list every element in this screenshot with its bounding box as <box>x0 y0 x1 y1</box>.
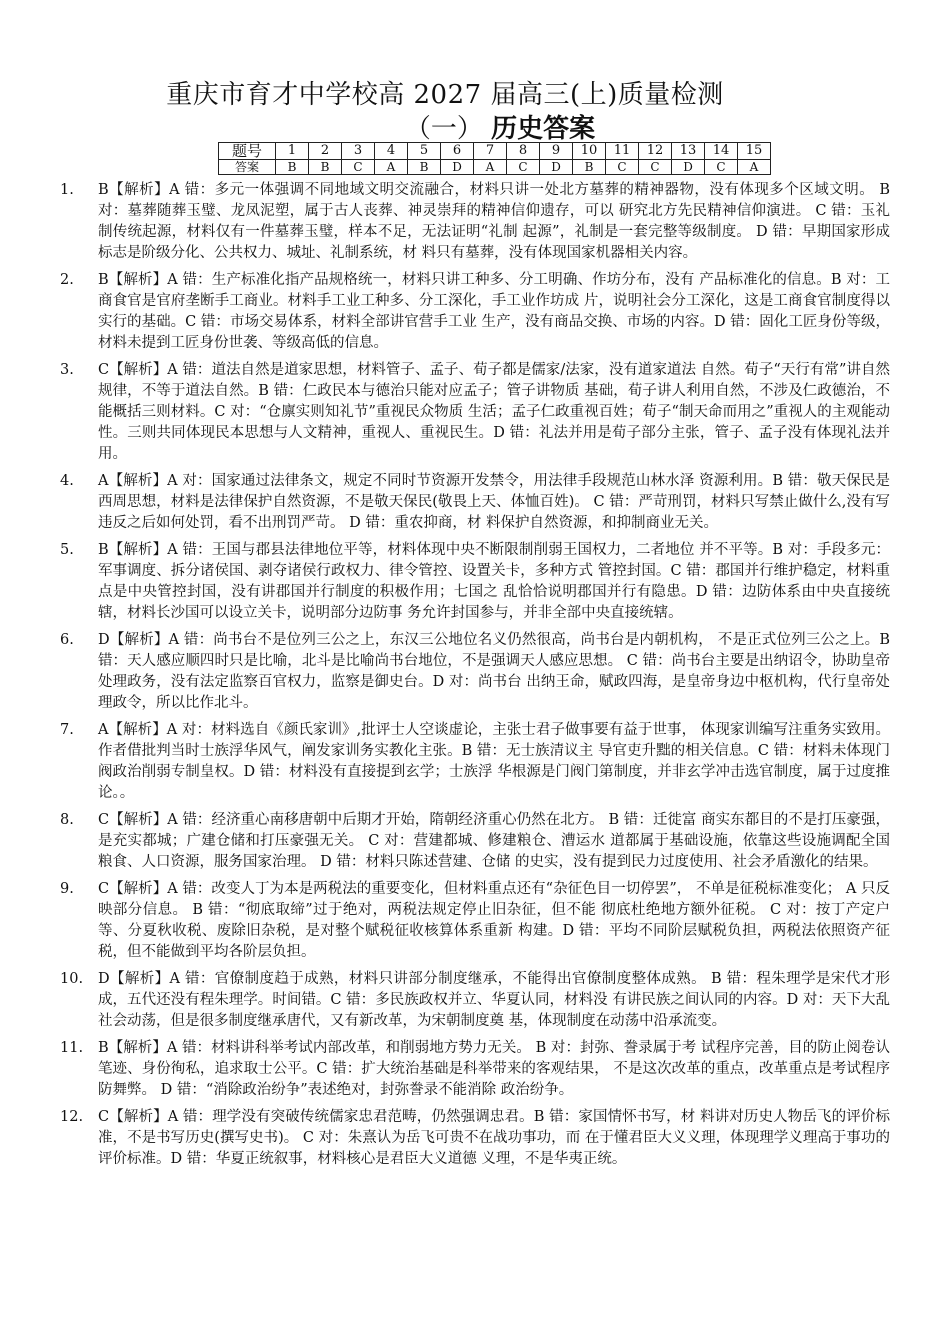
explanation-item <box>60 471 890 534</box>
explanation-item <box>60 270 890 354</box>
item-number: 9. <box>60 881 74 897</box>
question-number-cell: 15 <box>738 143 771 160</box>
item-number: 12. <box>60 1109 84 1125</box>
item-number: 10. <box>60 971 84 987</box>
item-number: 5. <box>60 542 74 558</box>
question-number-cell: 4 <box>375 143 408 160</box>
question-number-cell: 13 <box>672 143 705 160</box>
item-number: 7. <box>60 722 74 738</box>
title-main: 历史答案 <box>491 114 596 144</box>
answer-cell: D <box>672 160 705 175</box>
item-text: C【解析】A 错：理学没有突破传统儒家忠君范畴，仍然强调忠君。B 错：家国情怀书写，材 料讲对历史人物岳飞的评价标准，不是书写历史(撰写史书)。 C 对：朱熹认为岳飞可贵不在战功事功，而 在于懂君臣大义义理，体现理学义理高于事功的评价标准。D 错：华夏正统叙事，材料核心是君臣大义道德 义理，不是华夷正统。 <box>98 1109 890 1167</box>
explanation-item <box>60 810 890 873</box>
explanation-item <box>60 180 890 264</box>
item-text: B【解析】A 错：王国与郡县法律地位平等，材料体现中央不断限制削弱王国权力，二者地位 并不平等。B 对：手段多元：军事调度、拆分诸侯国、剥夺诸侯行政权力、律令管控、设置关卡，多种方式 管控封国。C 错：郡国并行维护稳定，材料重点是中央管控封国，没有讲郡国并行制度的积极作用；七国之 乱恰恰说明郡国并行有隐患。D 错：边防体系由中央直接统辖，材料长沙国可以设立关卡，说明部分边防事 务允许封国参与，并非全部中央直接统辖。 <box>98 542 890 621</box>
item-number: 6. <box>60 632 74 648</box>
item-text: C【解析】A 错：改变人丁为本是两税法的重要变化，但材料重点还有“杂征色目一切停罢”， 不单是征税标准变化； A 只反映部分信息。 B 错：“彻底取缔”过于绝对，两税法规定停止旧杂征，但不能 彻底杜绝地方额外征税。 C 对：按丁产定户等、分夏秋收税、废除旧杂税，是对整个赋税征收核算体系重新 构建。D 错：平均不同阶层赋税负担，两税法依照资产征税，但不能做到平均各阶层负担。 <box>98 881 890 960</box>
answer-cell: B <box>276 160 309 175</box>
question-number-cell: 12 <box>639 143 672 160</box>
answer-cell: B <box>309 160 342 175</box>
item-number: 4. <box>60 473 74 489</box>
explanation-item <box>60 1107 890 1170</box>
explanation-item <box>60 720 890 804</box>
answer-table-answer-row <box>219 160 771 175</box>
item-text: A【解析】A 对：材料选自《颜氏家训》,批评士人空谈虚论，主张士君子做事要有益于世事， 体现家训编写注重务实致用。作者借批判当时士族浮华风气，阐发家训务实教化主张。B 错：无士族清议主 导官吏升黜的相关信息。C 错：材料未体现门阀政治削弱专制皇权。D 错：材料没有直接提到玄学；士族浮 华根源是门阀门第制度，并非玄学冲击选官制度，属于过度推论。。 <box>98 722 890 801</box>
question-number-cell: 7 <box>474 143 507 160</box>
title-prefix: （一） <box>404 114 483 144</box>
question-number-cell: 1 <box>276 143 309 160</box>
answer-cell: D <box>540 160 573 175</box>
answer-cell: C <box>705 160 738 175</box>
question-number-cell: 10 <box>573 143 606 160</box>
item-text: B【解析】A 错：多元一体强调不同地域文明交流融合，材料只讲一处北方墓葬的精神器物，没有体现多个区域文明。 B 对：墓葬随葬玉璧、龙凤泥塑，属于古人丧葬、神灵崇拜的精神信仰遗存，可以 研究北方先民精神信仰演进。 C 错：玉礼制传统起源，材料仅有一件墓葬玉璧，样本不足，无法证明“礼制 起源”，礼制是一套完整等级制度。 D 错：早期国家形成标志是阶级分化、公共权力、城址、礼制系统，材 料只有墓葬，没有体现国家机器相关内容。 <box>98 182 890 261</box>
question-number-cell: 11 <box>606 143 639 160</box>
item-text: D【解析】A 错：官僚制度趋于成熟，材料只讲部分制度继承，不能得出官僚制度整体成熟。 B 错：程朱理学是宋代才形成，五代还没有程朱理学。时间错。C 错：多民族政权并立、华夏认同，材料没 有讲民族之间认同的内容。D 对：天下大乱社会动荡，但是很多制度继承唐代，又有新改革，为宋朝制度奠 基，体现制度在动荡中沿承流变。 <box>98 971 890 1029</box>
answer-cell: C <box>507 160 540 175</box>
question-number-cell: 8 <box>507 143 540 160</box>
answer-cell: D <box>441 160 474 175</box>
item-number: 8. <box>60 812 74 828</box>
question-number-cell: 3 <box>342 143 375 160</box>
question-number-cell: 6 <box>441 143 474 160</box>
question-number-cell: 9 <box>540 143 573 160</box>
answer-cell: A <box>474 160 507 175</box>
item-text: B【解析】A 错：生产标准化指产品规格统一，材料只讲工种多、分工明确、作坊分布，没有 产品标准化的信息。B 对：工商食官是官府垄断手工商业。材料手工业工种多、分工深化，手工业作坊成 片，说明社会分工深化，这是工商食官制度得以实行的基础。C 错：市场交易体系，材料全部讲官营手工业 生产，没有商品交换、市场的内容。D 错：固化工匠身份等级，材料未提到工匠身份世袭、等级高低的信息。 <box>98 272 890 351</box>
item-number: 1. <box>60 182 74 198</box>
explanation-item <box>60 969 890 1032</box>
answer-cell: C <box>606 160 639 175</box>
answer-cell: A <box>375 160 408 175</box>
explanation-item <box>60 1038 890 1101</box>
answer-cell: B <box>408 160 441 175</box>
answer-table-number-row <box>219 143 771 160</box>
explanation-item <box>60 879 890 963</box>
item-number: 2. <box>60 272 74 288</box>
answer-table <box>218 142 771 175</box>
explanation-item <box>60 540 890 624</box>
item-text: C【解析】A 错：经济重心南移唐朝中后期才开始，隋朝经济重心仍然在北方。 B 错：迁徙富 商实东都目的不是打压豪强，是充实都城；广建仓储和打压豪强无关。 C 对：营建都城、修建粮仓、漕运水 道都属于基础设施，依靠这些设施调配全国粮食、人口资源，服务国家治理。 D 错：材料只陈述营建、仓储 的史实，没有提到民力过度使用、社会矛盾激化的结果。 <box>98 812 890 870</box>
row-label-answer: 答案 <box>219 160 276 175</box>
item-text: B【解析】A 错：材料讲科举考试内部改革，和削弱地方势力无关。 B 对：封弥、誊录属于考 试程序完善，目的防止阅卷认笔迹、身份徇私，追求取士公平。C 错：扩大统治基础是科举带来的客观结果， 不是这次改革的重点，改革重点是考试程序防舞弊。 D 错：“消除政治纷争”表述绝对，封弥誊录不能消除 政治纷争。 <box>98 1040 890 1098</box>
item-text: A【解析】A 对：国家通过法律条文，规定不同时节资源开发禁令，用法律手段规范山林水泽 资源利用。B 错：敬天保民是西周思想，材料是法律保护自然资源，不是敬天保民(敬畏上天、体恤百姓)。 C 错：严苛刑罚，材料只写禁止做什么,没有写违反之后如何处罚，看不出刑罚严苛。 D 错：重农抑商，材 料保护自然资源，和抑制商业无关。 <box>98 473 890 531</box>
question-number-cell: 14 <box>705 143 738 160</box>
document-title-line2 <box>0 108 950 145</box>
explanations <box>60 180 890 1176</box>
item-number: 3. <box>60 362 74 378</box>
item-text: C【解析】A 错：道法自然是道家思想，材料管子、孟子、荀子都是儒家/法家，没有道家道法 自然。荀子“天行有常”讲自然规律，不等于道法自然。B 错：仁政民本与德治只能对应孟子；管子讲物质 基础，荀子讲人利用自然，不涉及仁政德治，不能概括三则材料。C 对：“仓廪实则知礼节”重视民众物质 生活；孟子仁政重视百姓；荀子“制天命而用之”重视人的主观能动性。三则共同体现民本思想与人文精神，重视人、重视民生。D 错：礼法并用是荀子部分主张，管子、孟子没有体现礼法并用。 <box>98 362 890 462</box>
answer-cell: C <box>342 160 375 175</box>
row-label-number: 题号 <box>219 143 276 160</box>
explanation-item <box>60 360 890 465</box>
answer-cell: B <box>573 160 606 175</box>
explanation-item <box>60 630 890 714</box>
question-number-cell: 2 <box>309 143 342 160</box>
answer-cell: C <box>639 160 672 175</box>
answer-cell: A <box>738 160 771 175</box>
item-number: 11. <box>60 1040 84 1056</box>
question-number-cell: 5 <box>408 143 441 160</box>
document-title-line1: 重庆市育才中学校高 2027 届高三(上)质量检测 <box>166 80 724 110</box>
item-text: D【解析】A 错：尚书台不是位列三公之上，东汉三公地位名义仍然很高，尚书台是内朝机构， 不是正式位列三公之上。B 错：天人感应顺四时只是比喻，北斗是比喻尚书台地位，不是强调天人感应思想。 C 错：尚书台主要是出纳诏令，协助皇帝处理政务，没有法定监察百官权力，监察是御史台。D 对：尚书台 出纳王命，赋政四海，是皇帝身边中枢机构，代行皇帝处理政令，所以比作北斗。 <box>98 632 890 711</box>
